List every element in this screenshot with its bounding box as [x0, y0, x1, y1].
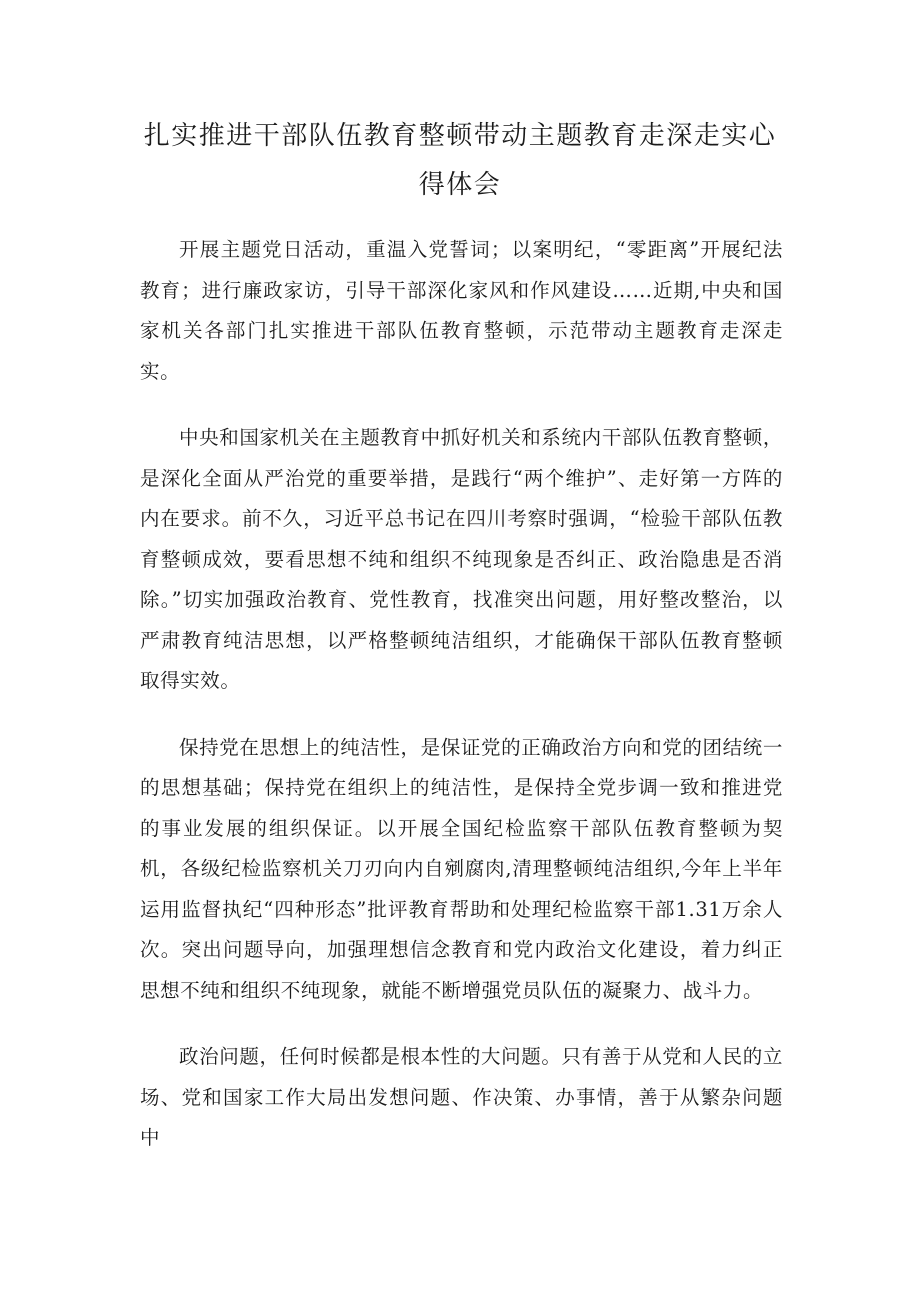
paragraph-4: 政治问题，任何时候都是根本性的大问题。只有善于从党和人民的立场、党和国家工作大局出发想问题、作决策、办事情，善于从繁杂问题中 [140, 1045, 783, 1149]
paragraph-1: 开展主题党日活动，重温入党誓词；以案明纪，“零距离”开展纪法教育；进行廉政家访，引导干部深化家风和作风建设……近期,中央和国家机关各部门扎实推进干部队伍教育整顿，示范带动主题教育走深走实。 [140, 238, 783, 383]
document-title: 扎实推进干部队伍教育整顿带动主题教育走深走实心得体会 [143, 121, 777, 200]
paragraph-3: 保持党在思想上的纯洁性，是保证党的正确政治方向和党的团结统一的思想基础；保持党在组织上的纯洁性，是保持全党步调一致和推进党的事业发展的组织保证。以开展全国纪检监察干部队伍教育整顿为契机，各级纪检监察机关刀刃向内自剜腐肉,清理整顿纯洁组织,今年上半年运用监督执纪“四种形态”批评教育帮助和处理纪检监察干部1.31万余人次。突出问题导向，加强理想信念教育和党内政治文化建设，着力纠正思想不纯和组织不纯现象，就能不断增强党员队伍的凝聚力、战斗力。 [140, 735, 783, 1002]
document-body [140, 230, 783, 1185]
paragraph-2: 中央和国家机关在主题教育中抓好机关和系统内干部队伍教育整顿，是深化全面从严治党的重要举措，是践行“两个维护”、走好第一方阵的内在要求。前不久，习近平总书记在四川考察时强调，“检验干部队伍教育整顿成效，要看思想不纯和组织不纯现象是否纠正、政治隐患是否消除。”切实加强政治教育、党性教育，找准突出问题，用好整改整治，以严肃教育纯洁思想，以严格整顿纯洁组织，才能确保干部队伍教育整顿取得实效。 [140, 426, 783, 692]
